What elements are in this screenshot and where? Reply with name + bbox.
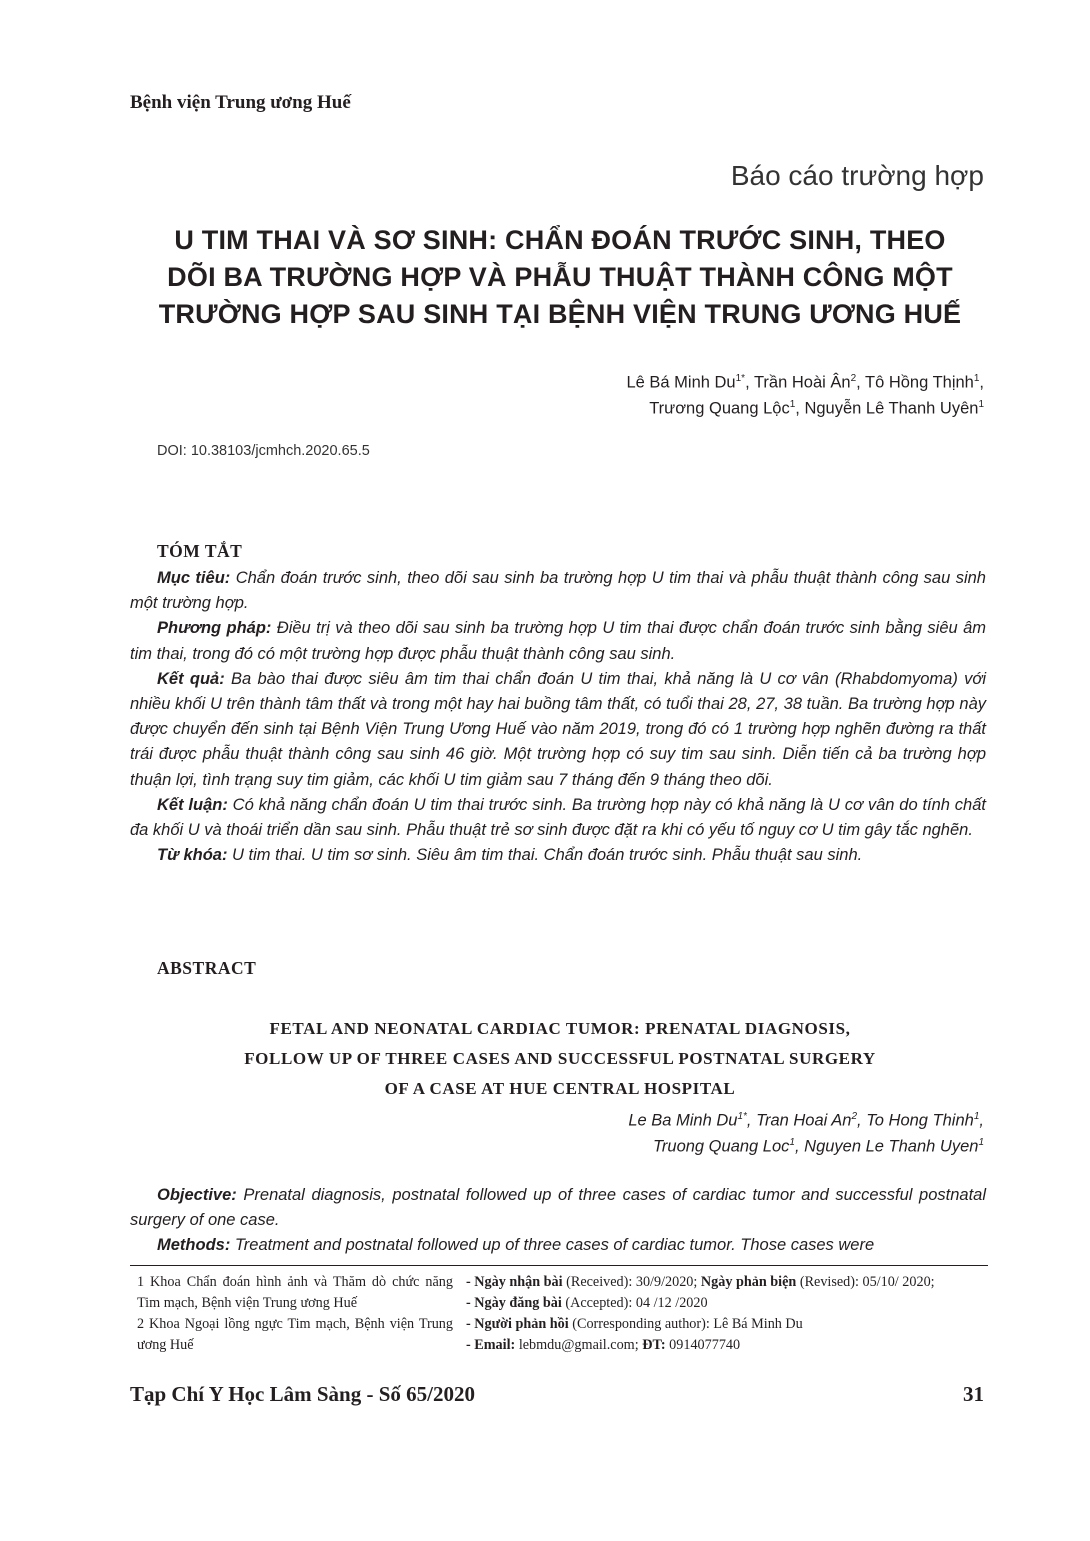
- fn-label: Ngày phản biện: [700, 1274, 797, 1290]
- para-text: Điều trị và theo dõi sau sinh ba trường hợp U tim thai được chẩn đoán trước sinh bằng siêu âm tim thai, trong đó có một trường hợp được phẫu thuật thành công sau sinh.: [130, 619, 986, 663]
- para-text: Ba bào thai được siêu âm tim thai chẩn đoán U tim thai, khả năng là U cơ vân (Rhabdomyoma) với nhiều khối U trên thành tâm thất và trong một hay hai buồng tâm thất, có tuổi thai 28, 27, 38 tuần. Ba trường hợp này được chuyển đến sinh tại Bệnh Viện Trung Ương Huế vào năm 2019, trong đó có 1 trường hợp nghẽn đường ra thất trái được phẫu thuật thành công sau sinh 46 giờ. Một trường hợp có suy tim sau sinh. Diễn tiến cả ba trường hợp thuận lợi, tình trạng suy tim giảm, các khối U tim giảm sau 7 tháng đến 9 tháng theo dõi.: [130, 669, 987, 789]
- fn-label: - Ngày nhận bài: [466, 1274, 563, 1290]
- para-text: Treatment and postnatal followed up of three cases of cardiac tumor. Those cases were: [230, 1236, 875, 1255]
- author-name: , To Hong Thinh: [857, 1111, 974, 1130]
- para-label: Kết quả:: [157, 669, 225, 688]
- author-name: Le Ba Minh Du: [628, 1111, 738, 1130]
- author-affil: 1*: [737, 1111, 747, 1122]
- author-affil: 1: [978, 1137, 984, 1148]
- author-affil: 2: [851, 1111, 858, 1122]
- footnote-affiliation: 2 Khoa Ngoại lồng ngực Tim mạch, Bệnh viện Trung ương Huế: [137, 1316, 453, 1353]
- title-line: DÕI BA TRƯỜNG HỢP VÀ PHẪU THUẬT THÀNH CÔNG MỘT: [167, 262, 953, 292]
- author-sep: ,: [979, 373, 984, 392]
- para-label: Từ khóa:: [157, 846, 228, 865]
- fn-label: - Người phản hồi: [466, 1316, 569, 1332]
- author-affil: 1: [973, 1111, 980, 1122]
- author-name: Trương Quang Lộc: [649, 399, 790, 418]
- author-affil: 2: [850, 373, 857, 384]
- article-type: Báo cáo trường hợp: [730, 160, 984, 191]
- en-title-line: FOLLOW UP OF THREE CASES AND SUCCESSFUL POSTNATAL SURGERY: [244, 1049, 876, 1068]
- title-line: U TIM THAI VÀ SƠ SINH: CHẨN ĐOÁN TRƯỚC SINH, THEO: [174, 225, 946, 255]
- author-affil: 1: [789, 399, 796, 410]
- author-name: Truong Quang Loc: [653, 1137, 790, 1156]
- author-sep: ,: [979, 1111, 984, 1130]
- fn-text: (Accepted): 04 /12 /2020: [561, 1295, 708, 1311]
- para-label: Objective:: [157, 1186, 237, 1204]
- author-name: , Trần Hoài Ân: [745, 373, 851, 392]
- fn-label: - Email:: [466, 1337, 516, 1353]
- para-label: Mục tiêu:: [157, 569, 231, 587]
- footnotes-affiliations: [137, 1272, 453, 1356]
- author-name: , Tô Hồng Thịnh: [856, 373, 974, 392]
- article-title: [120, 222, 1000, 333]
- title-line: TRƯỜNG HỢP SAU SINH TẠI BỆNH VIỆN TRUNG ƯƠNG HUẾ: [158, 299, 962, 329]
- page-number: 31: [963, 1382, 984, 1406]
- footnote-corresponding: [466, 1314, 990, 1335]
- running-head: Bệnh viện Trung ương Huế: [130, 92, 351, 113]
- fn-label: ĐT:: [642, 1337, 666, 1353]
- authors-en-line-2: [653, 1130, 984, 1160]
- para-label: Kết luận:: [157, 795, 228, 814]
- summary-keywords: [130, 843, 986, 868]
- footnote-contact: [466, 1335, 990, 1356]
- summary-objective: [130, 566, 986, 616]
- english-title: [120, 1014, 1000, 1104]
- para-text: Có khả năng chẩn đoán U tim thai trước sinh. Ba trường hợp này có khả năng là U cơ vân do tính chất đa khối U và thoái triển dần sau sinh. Phẫu thuật trẻ sơ sinh được đặt ra khi có yếu tố nguy cơ U tim gây tắc nghẽn.: [130, 795, 986, 840]
- author-name: , Nguyen Le Thanh Uyen: [794, 1137, 979, 1156]
- author-name: , Tran Hoai An: [746, 1111, 852, 1130]
- author-affil: 1: [973, 373, 980, 384]
- para-text: Chẩn đoán trước sinh, theo dõi sau sinh ba trường hợp U tim thai và phẫu thuật thành công sau sinh một trường hợp.: [130, 569, 986, 613]
- abstract-methods: [130, 1233, 986, 1258]
- en-title-line: OF A CASE AT HUE CENTRAL HOSPITAL: [384, 1079, 736, 1098]
- footnotes-article-info: [466, 1272, 990, 1356]
- fn-text: lebmdu@gmail.com;: [515, 1337, 643, 1353]
- footnote-accepted: [466, 1293, 990, 1314]
- author-affil: 1: [789, 1137, 795, 1148]
- authors-vi-line-2: [649, 392, 984, 422]
- footer-journal: Tạp Chí Y Học Lâm Sàng - Số 65/2020: [130, 1382, 475, 1406]
- summary-methods: [130, 616, 986, 666]
- doi: DOI: 10.38103/jcmhch.2020.65.5: [157, 443, 370, 459]
- author-affil: 1*: [735, 373, 746, 384]
- en-title-line: FETAL AND NEONATAL CARDIAC TUMOR: PRENATAL DIAGNOSIS,: [269, 1019, 851, 1038]
- author-name: Lê Bá Minh Du: [626, 373, 736, 392]
- summary-results: [130, 667, 986, 793]
- para-label: Methods:: [157, 1236, 231, 1255]
- fn-text: (Corresponding author): Lê Bá Minh Du: [568, 1316, 803, 1332]
- summary-body: [130, 566, 986, 868]
- fn-label: - Ngày đăng bài: [466, 1295, 562, 1311]
- abstract-objective: [130, 1183, 986, 1233]
- abstract-heading: ABSTRACT: [157, 958, 257, 978]
- footnote-rule: [130, 1265, 988, 1266]
- fn-text: 0914077740: [665, 1337, 741, 1353]
- summary-conclusion: [130, 793, 986, 843]
- abstract-body: [130, 1183, 986, 1258]
- footnote-dates: [466, 1272, 990, 1293]
- summary-heading: TÓM TẮT: [157, 541, 243, 561]
- author-affil: 1: [978, 399, 984, 410]
- footnote-affiliation: 1 Khoa Chẩn đoán hình ảnh và Thăm dò chức năng Tim mạch, Bệnh viện Trung ương Huế: [137, 1274, 453, 1311]
- fn-text: (Received): 30/9/2020;: [562, 1274, 701, 1290]
- fn-text: (Revised): 05/10/ 2020;: [796, 1274, 935, 1290]
- para-label: Phương pháp:: [157, 619, 272, 638]
- para-text: Prenatal diagnosis, postnatal followed up of three cases of cardiac tumor and successful postnatal surgery of one case.: [130, 1186, 986, 1230]
- author-name: , Nguyễn Lê Thanh Uyên: [795, 399, 979, 418]
- para-text: U tim thai. U tim sơ sinh. Siêu âm tim thai. Chẩn đoán trước sinh. Phẫu thuật sau sinh.: [227, 846, 863, 865]
